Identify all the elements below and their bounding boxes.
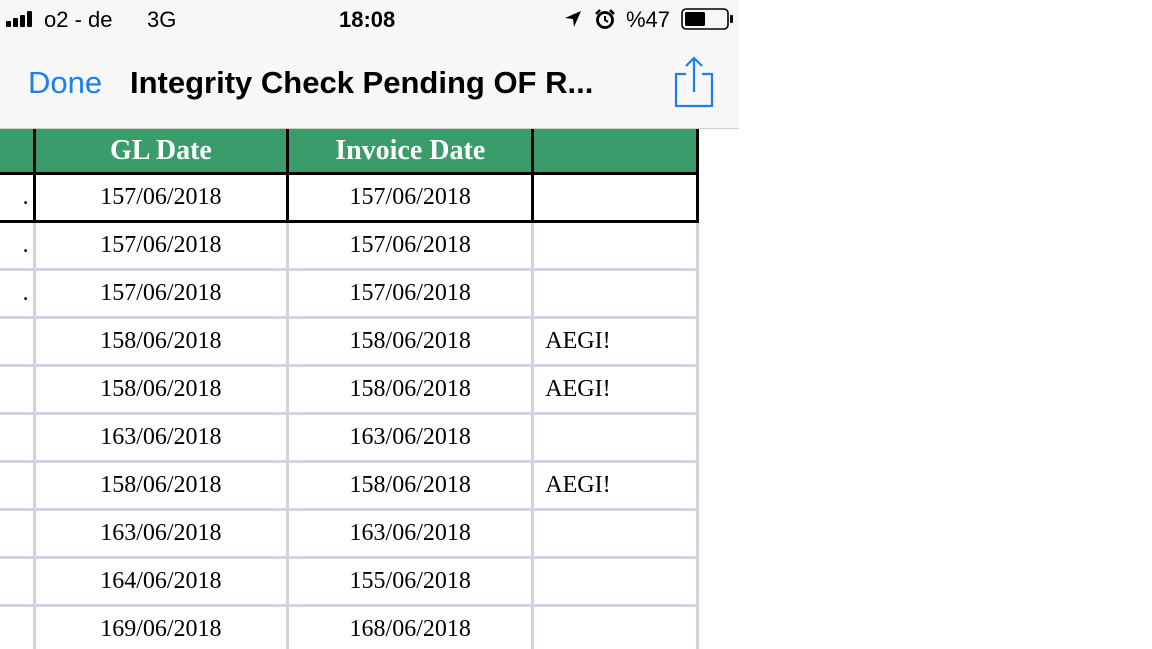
battery-icon [681, 8, 735, 30]
table-row [0, 414, 698, 462]
table-cell: . [0, 174, 34, 222]
gl-date-cell: 158/06/2018 [34, 366, 288, 414]
table-cell [533, 606, 698, 649]
gl-date-cell: 157/06/2018 [34, 270, 288, 318]
table-row [0, 174, 698, 222]
gl-date-cell: 158/06/2018 [34, 318, 288, 366]
table-cell [533, 270, 698, 318]
header-row [0, 129, 698, 174]
gl-date-cell: 157/06/2018 [34, 222, 288, 270]
invoice-date-cell: 158/06/2018 [288, 318, 533, 366]
table-cell [533, 414, 698, 462]
column-header-invoice-date: Invoice Date [288, 129, 533, 174]
table-cell [0, 366, 34, 414]
column-header [533, 129, 698, 174]
gl-date-cell: 163/06/2018 [34, 414, 288, 462]
table-cell [533, 222, 698, 270]
table-row [0, 606, 698, 649]
table-cell [533, 510, 698, 558]
column-header-gl-date: GL Date [34, 129, 288, 174]
table-cell [0, 606, 34, 649]
table-row [0, 510, 698, 558]
table-row [0, 558, 698, 606]
table-row [0, 366, 698, 414]
nav-bar [0, 38, 739, 129]
gl-date-cell: 157/06/2018 [34, 174, 288, 222]
invoice-date-cell: 155/06/2018 [288, 558, 533, 606]
table-cell [0, 462, 34, 510]
network-label: 3G [147, 7, 177, 32]
table-cell [0, 510, 34, 558]
table-row [0, 462, 698, 510]
status-bar [0, 0, 739, 38]
invoice-date-cell: 158/06/2018 [288, 462, 533, 510]
carrier-label: o2 - de [44, 7, 113, 32]
table-cell [533, 174, 698, 222]
table-cell [0, 558, 34, 606]
done-button[interactable]: Done [28, 65, 103, 100]
invoice-date-cell: 157/06/2018 [288, 174, 533, 222]
table-cell: AEGI! [533, 366, 698, 414]
table-cell [0, 318, 34, 366]
gl-date-cell: 163/06/2018 [34, 510, 288, 558]
invoice-date-cell: 158/06/2018 [288, 366, 533, 414]
column-header [0, 129, 34, 174]
invoice-date-cell: 157/06/2018 [288, 222, 533, 270]
clock: 18:08 [339, 7, 396, 32]
table-cell [0, 414, 34, 462]
table-row [0, 270, 698, 318]
invoice-date-cell: 157/06/2018 [288, 270, 533, 318]
table-cell: . [0, 222, 34, 270]
table-cell: AEGI! [533, 462, 698, 510]
gl-date-cell: 164/06/2018 [34, 558, 288, 606]
invoice-date-cell: 163/06/2018 [288, 510, 533, 558]
table-cell: . [0, 270, 34, 318]
share-icon[interactable] [672, 56, 716, 110]
signal-icon [6, 11, 40, 27]
table-row [0, 222, 698, 270]
battery-percent: %47 [626, 7, 671, 32]
document-title: Integrity Check Pending OF R... [130, 65, 594, 100]
gl-date-cell: 158/06/2018 [34, 462, 288, 510]
invoice-date-cell: 168/06/2018 [288, 606, 533, 649]
data-table [0, 129, 699, 649]
gl-date-cell: 169/06/2018 [34, 606, 288, 649]
table-cell [533, 558, 698, 606]
alarm-icon [594, 8, 616, 30]
table-cell: AEGI! [533, 318, 698, 366]
table-row [0, 318, 698, 366]
spreadsheet-view[interactable] [0, 129, 739, 649]
invoice-date-cell: 163/06/2018 [288, 414, 533, 462]
location-arrow-icon [563, 9, 583, 29]
